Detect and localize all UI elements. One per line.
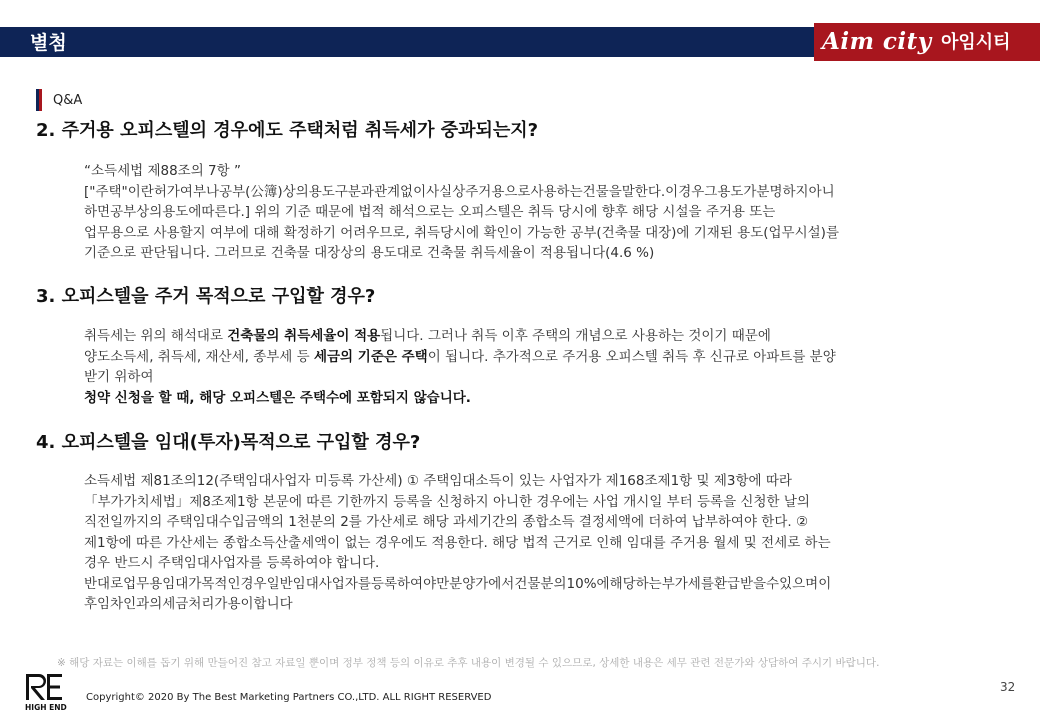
answer-text: 취득세는 위의 해석대로 xyxy=(84,328,228,344)
answer-line: 직전일까지의 주택임대수입금액의 1천분의 2를 가산세로 해당 과세기간의 종합소득 결정세액에 더하여 납부하여야 한다. ② xyxy=(84,514,809,530)
section-label: Q&A xyxy=(53,93,83,108)
question-3-heading: 3. 오피스텔을 주거 목적으로 구입할 경우? xyxy=(36,286,376,307)
answer-line: 경우 반드시 주택임대사업자를 등록하여야 합니다. xyxy=(84,555,380,571)
brand-script-text: Aim city xyxy=(822,28,932,55)
answer-emphasis: 건축물의 취득세율이 적용 xyxy=(227,328,381,344)
answer-line xyxy=(84,326,1014,347)
answer-line: 받기 위하여 xyxy=(84,369,154,385)
answer-line: 소득세법 제81조의12(주택임대사업자 미등록 가산세) ① 주택임대소득이 있는 사업자가 제168조제1항 및 제3항에 따라 xyxy=(84,473,792,489)
high-end-logo-icon xyxy=(24,672,68,712)
brand-korean-text: 아임시티 xyxy=(941,32,1011,53)
answer-line: 하면공부상의용도에따른다.] 위의 기준 때문에 법적 해석으로는 오피스텔은 취득 당시에 향후 해당 시설을 주거용 또는 xyxy=(84,204,776,220)
logo-caption: HIGH END xyxy=(25,703,67,712)
page-title: 별첨 xyxy=(30,32,67,54)
answer-line: 후임차인과의세금처리가용이합니다 xyxy=(84,596,293,612)
answer-line: 기준으로 판단됩니다. 그러므로 건축물 대장상의 용도대로 건축물 취득세율이 적용됩니다(4.6 %) xyxy=(84,245,655,261)
section-marker-icon xyxy=(36,89,42,111)
answer-line: 제1항에 따른 가산세는 종합소득산출세액이 없는 경우에도 적용한다. 해당 법적 근거로 인해 임대를 주거용 월세 및 전세로 하는 xyxy=(84,534,831,551)
answer-text: 이 됩니다. 추가적으로 주거용 오피스텔 취득 후 신규로 아파트를 분양 xyxy=(427,348,836,365)
answer-emphasis: 세금의 기준은 주택 xyxy=(313,348,428,365)
answer-line: 업무용으로 사용할지 여부에 대해 확정하기 어려우므로, 취득당시에 확인이 가능한 공부(건축물 대장)에 기재된 용도(업무시설)를 xyxy=(84,224,839,241)
answer-line: 「부가가치세법」제8조제1항 본문에 따른 기한까지 등록을 신청하지 아니한 경우에는 사업 개시일 부터 등록을 신청한 날의 xyxy=(84,493,810,510)
question-4-answer xyxy=(84,471,1014,615)
answer-line: 반대로업무용임대가목적인경우일반임대사업자를등록하여야만분양가에서건물분의10%에해당하는부가세를환급받을수있으며이 xyxy=(84,575,832,592)
copyright-text: Copyright© 2020 By The Best Marketing Partners CO.,LTD. ALL RIGHT RESERVED xyxy=(86,692,492,703)
answer-line: ["주택"이란허가여부나공부(公簿)상의용도구분과관계없이사실상주거용으로사용하는건물을말한다.이경우그용도가분명하지아니 xyxy=(84,183,835,200)
question-3-answer xyxy=(84,326,1014,408)
disclaimer-note: ※ 해당 자료는 이해를 돕기 위해 만들어진 참고 자료일 뿐이며 정부 정책 등의 이유로 추후 내용이 변경될 수 있으므로, 상세한 내용은 세무 관련 전문가와 상담하여 주시기 바랍니다. xyxy=(57,657,880,669)
question-4-heading: 4. 오피스텔을 임대(투자)목적으로 구입할 경우? xyxy=(36,432,421,453)
question-2-answer xyxy=(84,161,1014,264)
answer-line: “소득세법 제88조의 7항 ” xyxy=(84,163,241,179)
question-2-heading: 2. 주거용 오피스텔의 경우에도 주택처럼 취득세가 중과되는지? xyxy=(36,120,539,141)
answer-emphasis: 청약 신청을 할 때, 해당 오피스텔은 주택수에 포함되지 않습니다. xyxy=(84,389,471,406)
answer-text: 양도소득세, 취득세, 재산세, 종부세 등 xyxy=(84,348,314,365)
answer-line xyxy=(84,347,1014,368)
answer-line xyxy=(84,388,1014,409)
answer-text: 됩니다. 그러나 취득 이후 주택의 개념으로 사용하는 것이기 때문에 xyxy=(380,328,771,344)
page-number: 32 xyxy=(1000,680,1016,694)
